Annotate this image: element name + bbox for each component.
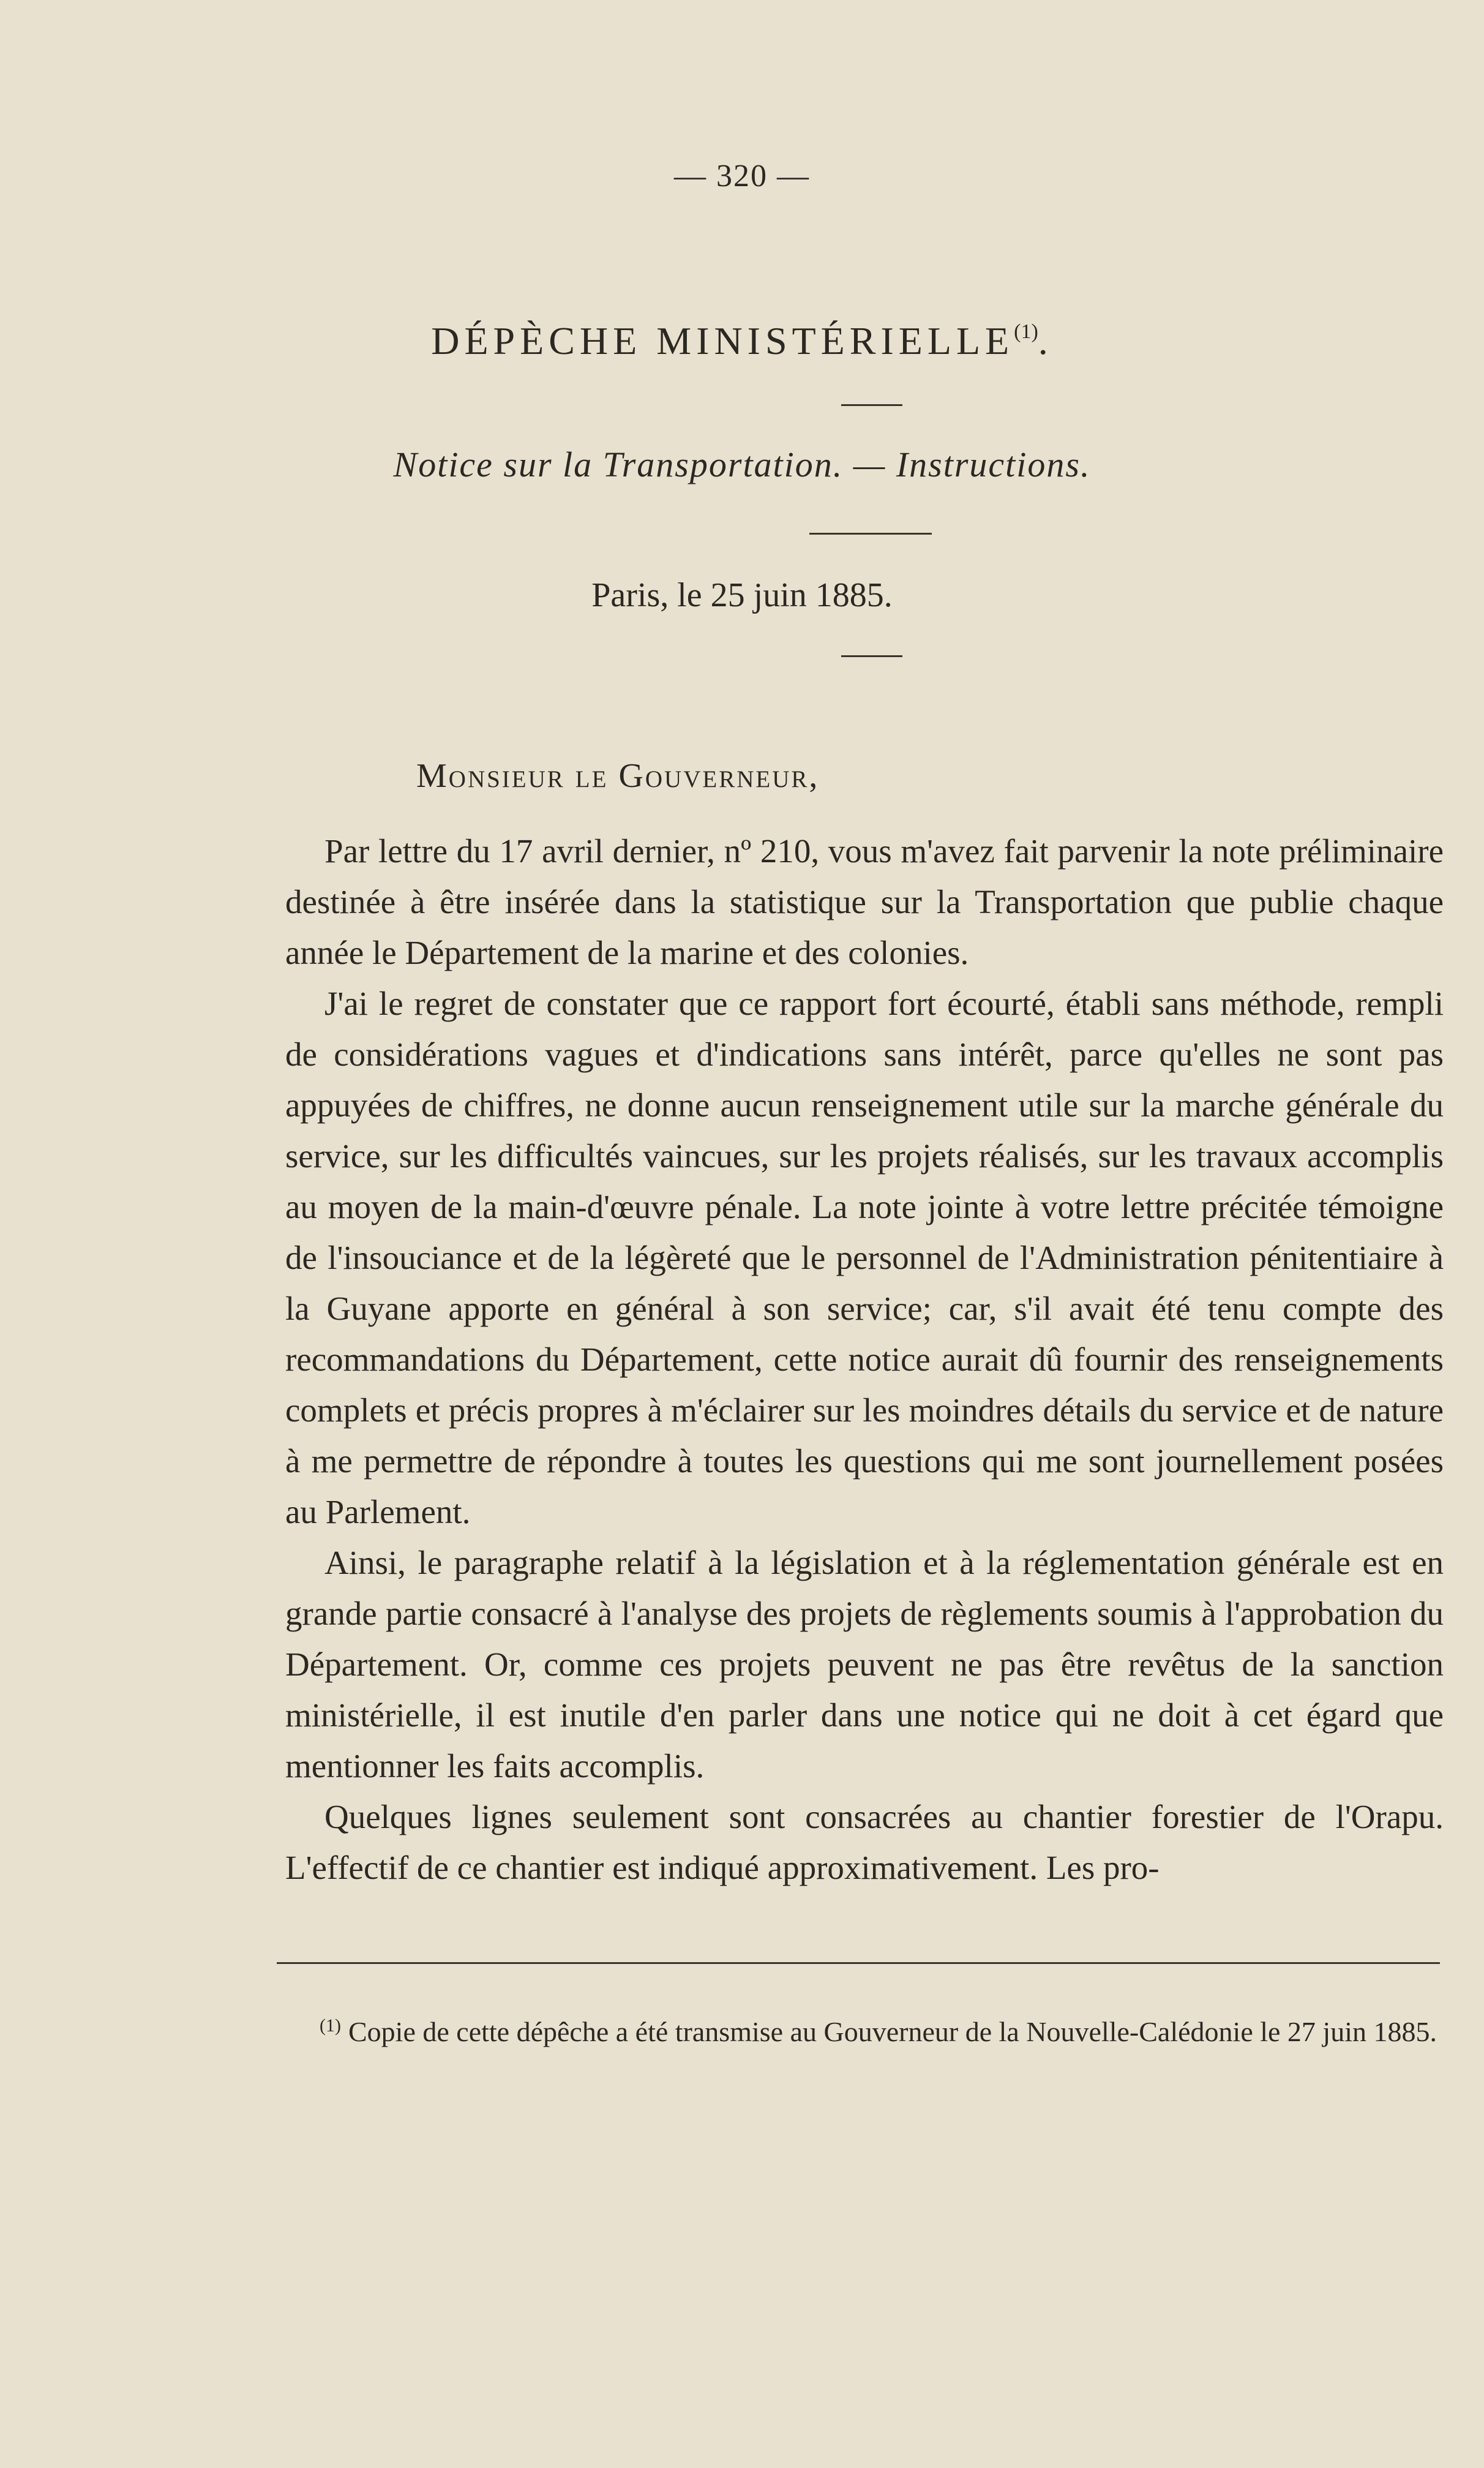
paragraph: Par lettre du 17 avril dernier, nº 210, vous m'avez fait parvenir la note préliminaire destinée à être insérée dans la statistique sur la Transportation que publie chaque année le Département de la marine et des colonies. xyxy=(285,832,1444,971)
paragraph: J'ai le regret de constater que ce rapport fort écourté, établi sans méthode, rempli de considérations vagues et d'indications sans intérêt, parce qu'elles ne sont pas appuyées de chiffres, ne donne aucun renseignement utile sur la marche générale du service, sur les difficultés vaincues, sur les projets réalisés, sur les travaux accomplis au moyen de la main-d'œuvre pénale. La note jointe à votre lettre précitée témoigne de l'insouciance et de la légèreté que le personnel de l'Administration pénitentiaire à la Guyane apporte en général à son service; car, s'il avait été tenu compte des recommandations du Département, cette notice aurait dû fournir des renseignements complets et précis propres à m'éclairer sur les moindres détails du service et de nature à me permettre de répondre à toutes les questions qui me sont journellement posées au Parlement. xyxy=(285,985,1444,1530)
footnote-separator xyxy=(277,1962,1440,1964)
title-text: DÉPÈCHE MINISTÉRIELLE xyxy=(431,319,1014,363)
footnote-text: Copie de cette dépêche a été transmise au Gouverneur de la Nouvelle-Calédonie le 27 juin 1885. xyxy=(348,2016,1437,2047)
footnote xyxy=(277,2004,1440,2054)
document-title: DÉPÈCHE MINISTÉRIELLE$^{(1)}$. xyxy=(431,319,1053,363)
paragraph: Quelques lignes seulement sont consacrées au chantier forestier de l'Orapu. L'effectif de ce chantier est indiqué approximativement. Les pro- xyxy=(285,1798,1444,1886)
salutation: Monsieur le Gouverneur, xyxy=(416,757,820,795)
title-rule xyxy=(841,404,902,406)
subtitle-rule xyxy=(809,533,932,535)
title-footnote-mark: (1) xyxy=(1014,320,1038,343)
document-subtitle: Notice sur la Transportation. — Instructions. xyxy=(393,445,1091,484)
dateline: Paris, le 25 juin 1885. xyxy=(591,576,893,614)
page-number: — 320 — xyxy=(674,159,810,194)
footnote-mark: (1) xyxy=(320,2015,341,2036)
letter-body xyxy=(285,826,1444,1893)
dateline-rule xyxy=(841,655,902,657)
paragraph: Ainsi, le paragraphe relatif à la législation et à la réglementation générale est en grande partie consacré à l'analyse des projets de règlements soumis à l'approbation du Département. Or, comme ces projets peuvent ne pas être revêtus de la sanction ministérielle, il est inutile d'en parler dans une notice qui ne doit à cet égard que mentionner les faits accomplis. xyxy=(285,1544,1444,1785)
